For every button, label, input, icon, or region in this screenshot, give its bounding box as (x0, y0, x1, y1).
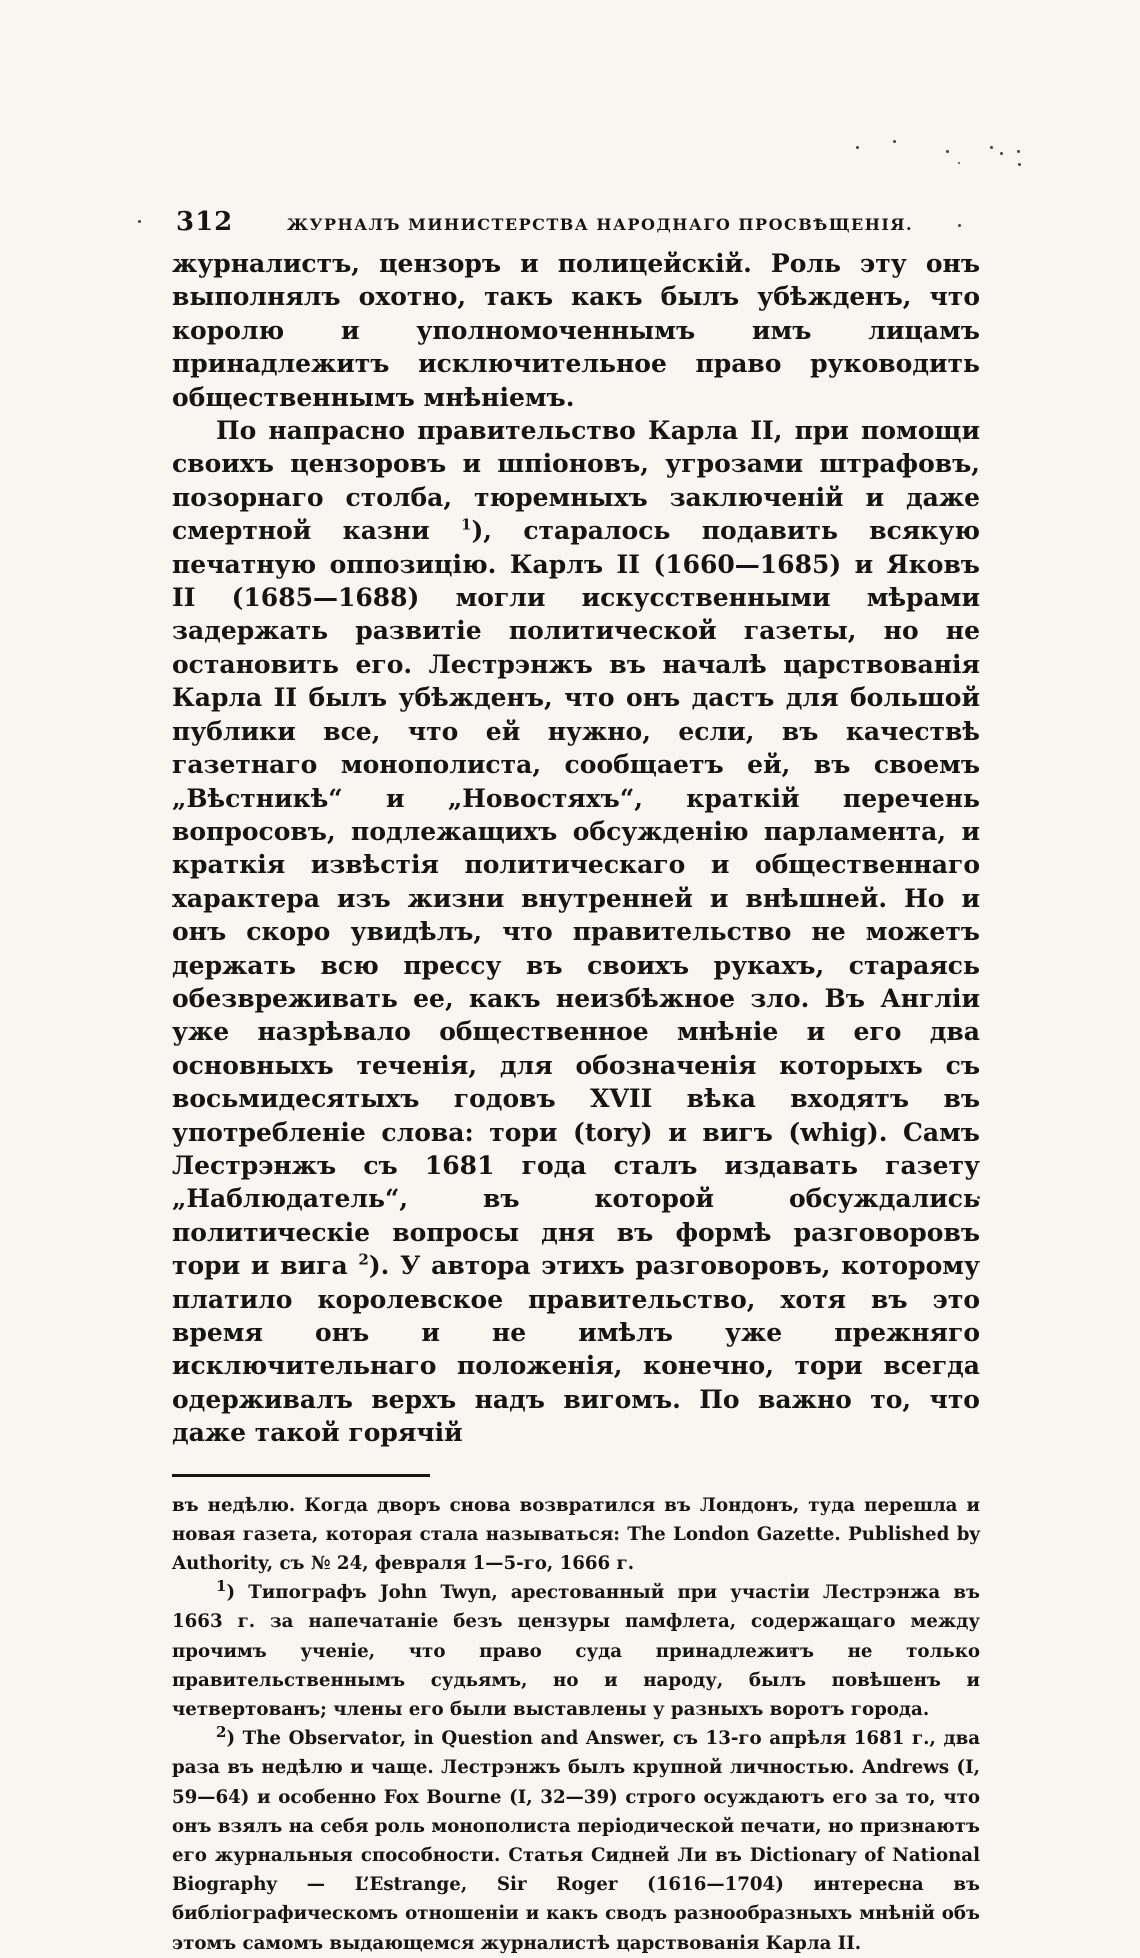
paragraph-2 (172, 414, 980, 1450)
paragraph-1-text: журналистъ, цензоръ и полицейскій. Роль эту онъ выполнялъ охотно, такъ какъ былъ убѣжденъ, что королю и уполномоченнымъ имъ лицамъ принадлежитъ исключительное право руководить общественнымъ мнѣніемъ. (172, 249, 980, 412)
footnote-2-text: ) The Observator, in Question and Answer, съ 13-го апрѣля 1681 г., два раза въ недѣлю и чаще. Лестрэнжъ былъ крупной личностью. Andrews (I, 59—64) и особенно Fox Bourne (I, 32—39) строго осуждаютъ его за то, что онъ взялъ на себя роль монополиста періодической печати, но признаютъ его журнальныя способности. Статья Сидней Ли въ Dictionary of National Biography — L’Estrange, Sir Roger (1616—1704) интересна въ библіографическомъ отношеніи и какъ сводъ разнообразныхъ мнѣній объ этомъ самомъ выдающемся журналистѣ царствованія Карла II. (172, 1728, 980, 1954)
footnote-ref-2: 2 (358, 1250, 369, 1269)
running-header (172, 205, 980, 241)
page-number: 312 (176, 207, 234, 237)
footnote-rule (172, 1474, 430, 1477)
paragraph-2-text-c: ). У автора этихъ разговоровъ, которому платило королевское правительство, хотя въ это время онъ и не имѣлъ уже прежняго исключительнаго положенія, конечно, тори всегда одерживалъ верхъ надъ вигомъ. По важно то, что даже такой горячій (172, 1251, 980, 1448)
footnote-2 (172, 1724, 980, 1958)
paragraph-2-text-a: По напрасно правительство Карла II, при помощи своихъ цензоровъ и шпіоновъ, угрозами штрафовъ, позорнаго столба, тюремныхъ заключеній и даже смертной казни (172, 416, 980, 546)
footnote-continuation (172, 1491, 980, 1579)
footnote-1-marker: 1 (216, 1577, 227, 1596)
paragraph-2-text-b: ), старалось подавить всякую печатную оппозицію. Карлъ II (1660—1685) и Яковъ II (1685—1688) могли искусственными мѣрами задержать развитіе политической газеты, но не остановить его. Лестрэнжъ въ началѣ царствованія Карла II былъ убѣжденъ, что онъ дастъ для большой публики все, что ей нужно, если, въ качествѣ газетнаго монополиста, сообщаетъ ей, въ своемъ „Вѣстникѣ“ и „Новостяхъ“, краткій перечень вопросовъ, подлежащихъ обсужденію парламента, и краткія извѣстія политическаго и общественнаго характера изъ жизни внутренней и внѣшней. Но и онъ скоро увидѣлъ, что правительство не можетъ держать всю прессу въ своихъ рукахъ, стараясь обезвреживать ее, какъ неизбѣжное зло. Въ Англіи уже назрѣвало общественное мнѣніе и его два основныхъ теченія, для обозначенія которыхъ съ восьмидесятыхъ годовъ XVII вѣка входятъ въ употребленіе слова: тори (tory) и вигъ (whig). Самъ Лестрэнжъ съ 1681 года сталъ издавать газету „Наблюдатель“, въ которой обсуждались политическіе вопросы дня въ формѣ разговоровъ тори и вига (172, 516, 980, 1281)
running-title: ЖУРНАЛЪ МИНИСТЕРСТВА НАРОДНАГО ПРОСВѢЩЕНІЯ. (287, 215, 914, 234)
footnote-2-marker: 2 (216, 1723, 227, 1742)
footnote-1 (172, 1578, 980, 1724)
page (172, 205, 980, 1958)
footnotes (172, 1491, 980, 1958)
main-text (172, 247, 980, 1450)
footnote-1-text: ) Типографъ John Twyn, арестованный при участіи Лестрэнжа въ 1663 г. за напечатаніе безъ цензуры памфлета, содержащаго между прочимъ ученіе, что право суда принадлежитъ не только правительственнымъ судьямъ, но и народу, былъ повѣшенъ и четвертованъ; члены его были выставлены у разныхъ воротъ города. (172, 1582, 980, 1721)
footnote-ref-1: 1 (461, 515, 472, 534)
footnote-continuation-text: въ недѣлю. Когда дворъ снова возвратился въ Лондонъ, туда перешла и новая газета, которая стала называться: The London Gazette. Published by Authority, съ № 24, февраля 1—5-го, 1666 г. (172, 1494, 980, 1575)
paragraph-1 (172, 247, 980, 414)
